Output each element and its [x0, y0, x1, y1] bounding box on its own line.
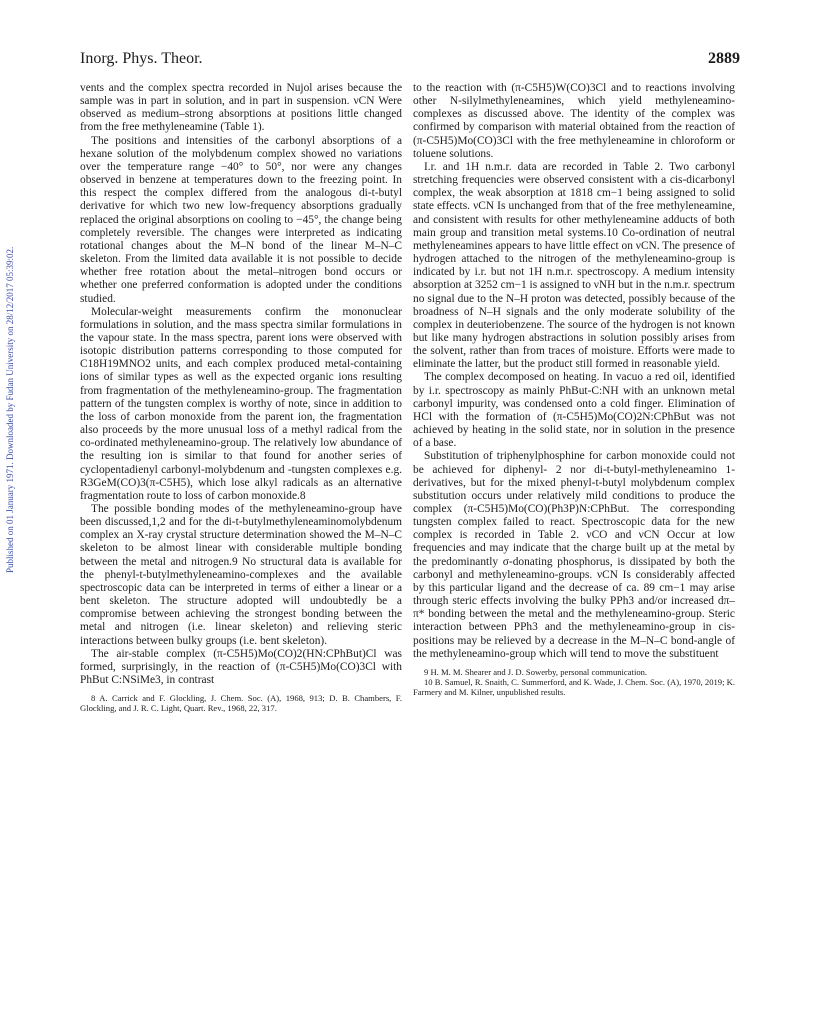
- paragraph: The positions and intensities of the carbonyl absorptions of a hexane solution of the molybdenum complex showed no variations over the temperature range −40° to 50°, nor were any changes observed in benzene at temperatures down to the freezing point. In this respect the complex differed from the analogous di-t-butyl derivative for which two new low-frequency absorptions gradually replaced the original absorptions on cooling to −45°, the change being completely reversible. The changes were interpreted as indicating rotational changes about the M–N bond of the linear M–N–C skeleton. From the limited data available it is not possible to decide whether free rotation about the metal–nitrogen bond occurs or whether one preferred conformation is adopted under the conditions studied.: [80, 134, 402, 305]
- left-column: [80, 82, 402, 714]
- paragraph: The complex decomposed on heating. In vacuo a red oil, identified by i.r. spectroscopy as mainly PhBut-C:NH with an unknown metal carbonyl impurity, was condensed onto a cold finger. Elimination of HCl with the formation of (π-C5H5)Mo(CO)2N:CPhBut was not achieved by heating in the solid state, nor in solution in the presence of a base.: [413, 371, 735, 450]
- download-watermark: Published on 01 January 1971. Downloaded by Fudan University on 28/12/2017 05:39:02.: [5, 246, 15, 574]
- footnote: 8 A. Carrick and F. Glockling, J. Chem. Soc. (A), 1968, 913; D. B. Chambers, F. Glockling, and J. R. C. Light, Quart. Rev., 1968, 22, 317.: [80, 693, 402, 714]
- paragraph: The air-stable complex (π-C5H5)Mo(CO)2(HN:CPhBut)Cl was formed, surprisingly, in the reaction of (π-C5H5)Mo(CO)3Cl with PhBut C:NSiMe3, in contrast: [80, 647, 402, 687]
- paragraph: The possible bonding modes of the methyleneamino-group have been discussed,1,2 and for the di-t-butylmethyleneaminomolybdenum complex an X-ray crystal structure determination showed the M–N–C skeleton to be almost linear with considerable multiple bonding between the metal and nitrogen.9 No structural data is available for the phenyl-t-butylmethyleneamino-complexes and the available spectroscopic data can be interpreted in terms of either a linear or a bent skeleton. The structure adopted will undoubtedly be a compromise between achieving the strongest bonding between the metal and nitrogen (i.e. linear skeleton) and relieving steric interactions between bulky groups (i.e. bent skeleton).: [80, 503, 402, 647]
- page-header: [80, 50, 740, 72]
- footnote: 9 H. M. M. Shearer and J. D. Sowerby, personal communication.: [424, 666, 648, 677]
- footnotes: [413, 667, 735, 698]
- right-column: [413, 82, 735, 697]
- page-number: 2889: [708, 50, 740, 67]
- paragraph: I.r. and 1H n.m.r. data are recorded in Table 2. Two carbonyl stretching frequencies were observed consistent with a cis-dicarbonyl complex, the weak absorption at 1818 cm−1 being assigned to solid state effects. νCN Is unchanged from that of the free methyleneamine, and consistent with results for other methyleneamine adducts of both main group and transition metal systems.10 Co-ordination of neutral methyleneamines appears to have little effect on νCN. The presence of hydrogen attached to the nitrogen of the methyleneamino-group is indicated by i.r. but not 1H n.m.r. spectroscopy. A medium intensity absorption at 3252 cm−1 is assigned to νNH but in the n.m.r. spectrum no signal due to the N–H proton was detected, possibly because of the broadness of N–H signals and the only moderate solubility of the complex in deuteriobenzene. The source of the hydrogen is not known but like many hydrogen abstractions in solution possibly arises from the solvent, rather than from traces of moisture. Efforts were made to eliminate the latter, but the product still formed in reasonable yield.: [413, 160, 735, 371]
- footnotes: [80, 693, 402, 713]
- journal-title: Inorg. Phys. Theor.: [80, 50, 203, 67]
- paragraph: to the reaction with (π-C5H5)W(CO)3Cl and to reactions involving other N-silylmethyleneamines, which yield methyleneamino-complexes as discussed above. The identity of the complex was confirmed by comparison with material obtained from the reaction of (π-C5H5)Mo(CO)3Cl with the free methyleneamine in chloroform or toluene solutions.: [413, 82, 735, 160]
- paragraph: Molecular-weight measurements confirm the mononuclear formulations in solution, and the mass spectra similar formulations in the vapour state. In the mass spectra, parent ions were observed with isotopic distribution patterns corresponding to those computed for C18H19MNO2 units, and each complex produced metal-containing ions of similar types as well as the expected organic ions resulting from fragmentation of the methyleneamino-group. The fragmentation pattern of the tungsten complex is worthy of note, since in addition to the loss of carbon monoxide from the parent ion, the fragmentation also proceeds by the more unusual loss of a methyl radical from the co-ordinated methyleneamino-group. The relatively low abundance of the resulting ion is similar to that found for another series of cyclopentadienyl carbonyl-molybdenum and -tungsten complexes e.g. R3GeM(CO)3(π-C5H5), which lose alkyl radicals as an alternative fragmentation route to loss of carbon monoxide.8: [80, 305, 402, 502]
- paragraph: Substitution of triphenylphosphine for carbon monoxide could not be achieved for diphenyl- 2 nor di-t-butyl-methyleneamino 1-derivatives, but for the mixed phenyl-t-butyl molybdenum complex substitution occurs under relatively mild conditions to produce the complex (π-C5H5)Mo(CO)(Ph3P)N:CPhBut. The corresponding tungsten complex failed to react. Spectroscopic data for the new complex is recorded in Table 2. νCO and νCN Occur at low frequencies and may indicate that the charge built up at the metal by the predominantly σ-donating phosphorus, is dissipated by both the carbonyl and methyleneamino-groups. νCN Is considerably affected by this particular ligand and the decrease of ca. 89 cm−1 may arise through steric effects involving the bulky PPh3 and/or increased dπ–π* bonding between the metal and the methyleneamino-group. Steric interaction between PPh3 and the methyleneamino-group in cis-positions may be relieved by a decrease in the M–N–C bond-angle of the methyleneamino-group which will tend to move the substituent: [413, 450, 735, 660]
- footnote: 10 B. Samuel, R. Snaith, C. Summerford, and K. Wade, J. Chem. Soc. (A), 1970, 2019; K. Farmery and M. Kilner, unpublished results.: [413, 677, 735, 698]
- paragraph: vents and the complex spectra recorded in Nujol arises because the sample was in part in solution, and in part in suspension. νCN Were observed as medium–strong absorptions at positions little changed from the free methyleneamine (Table 1).: [80, 82, 402, 134]
